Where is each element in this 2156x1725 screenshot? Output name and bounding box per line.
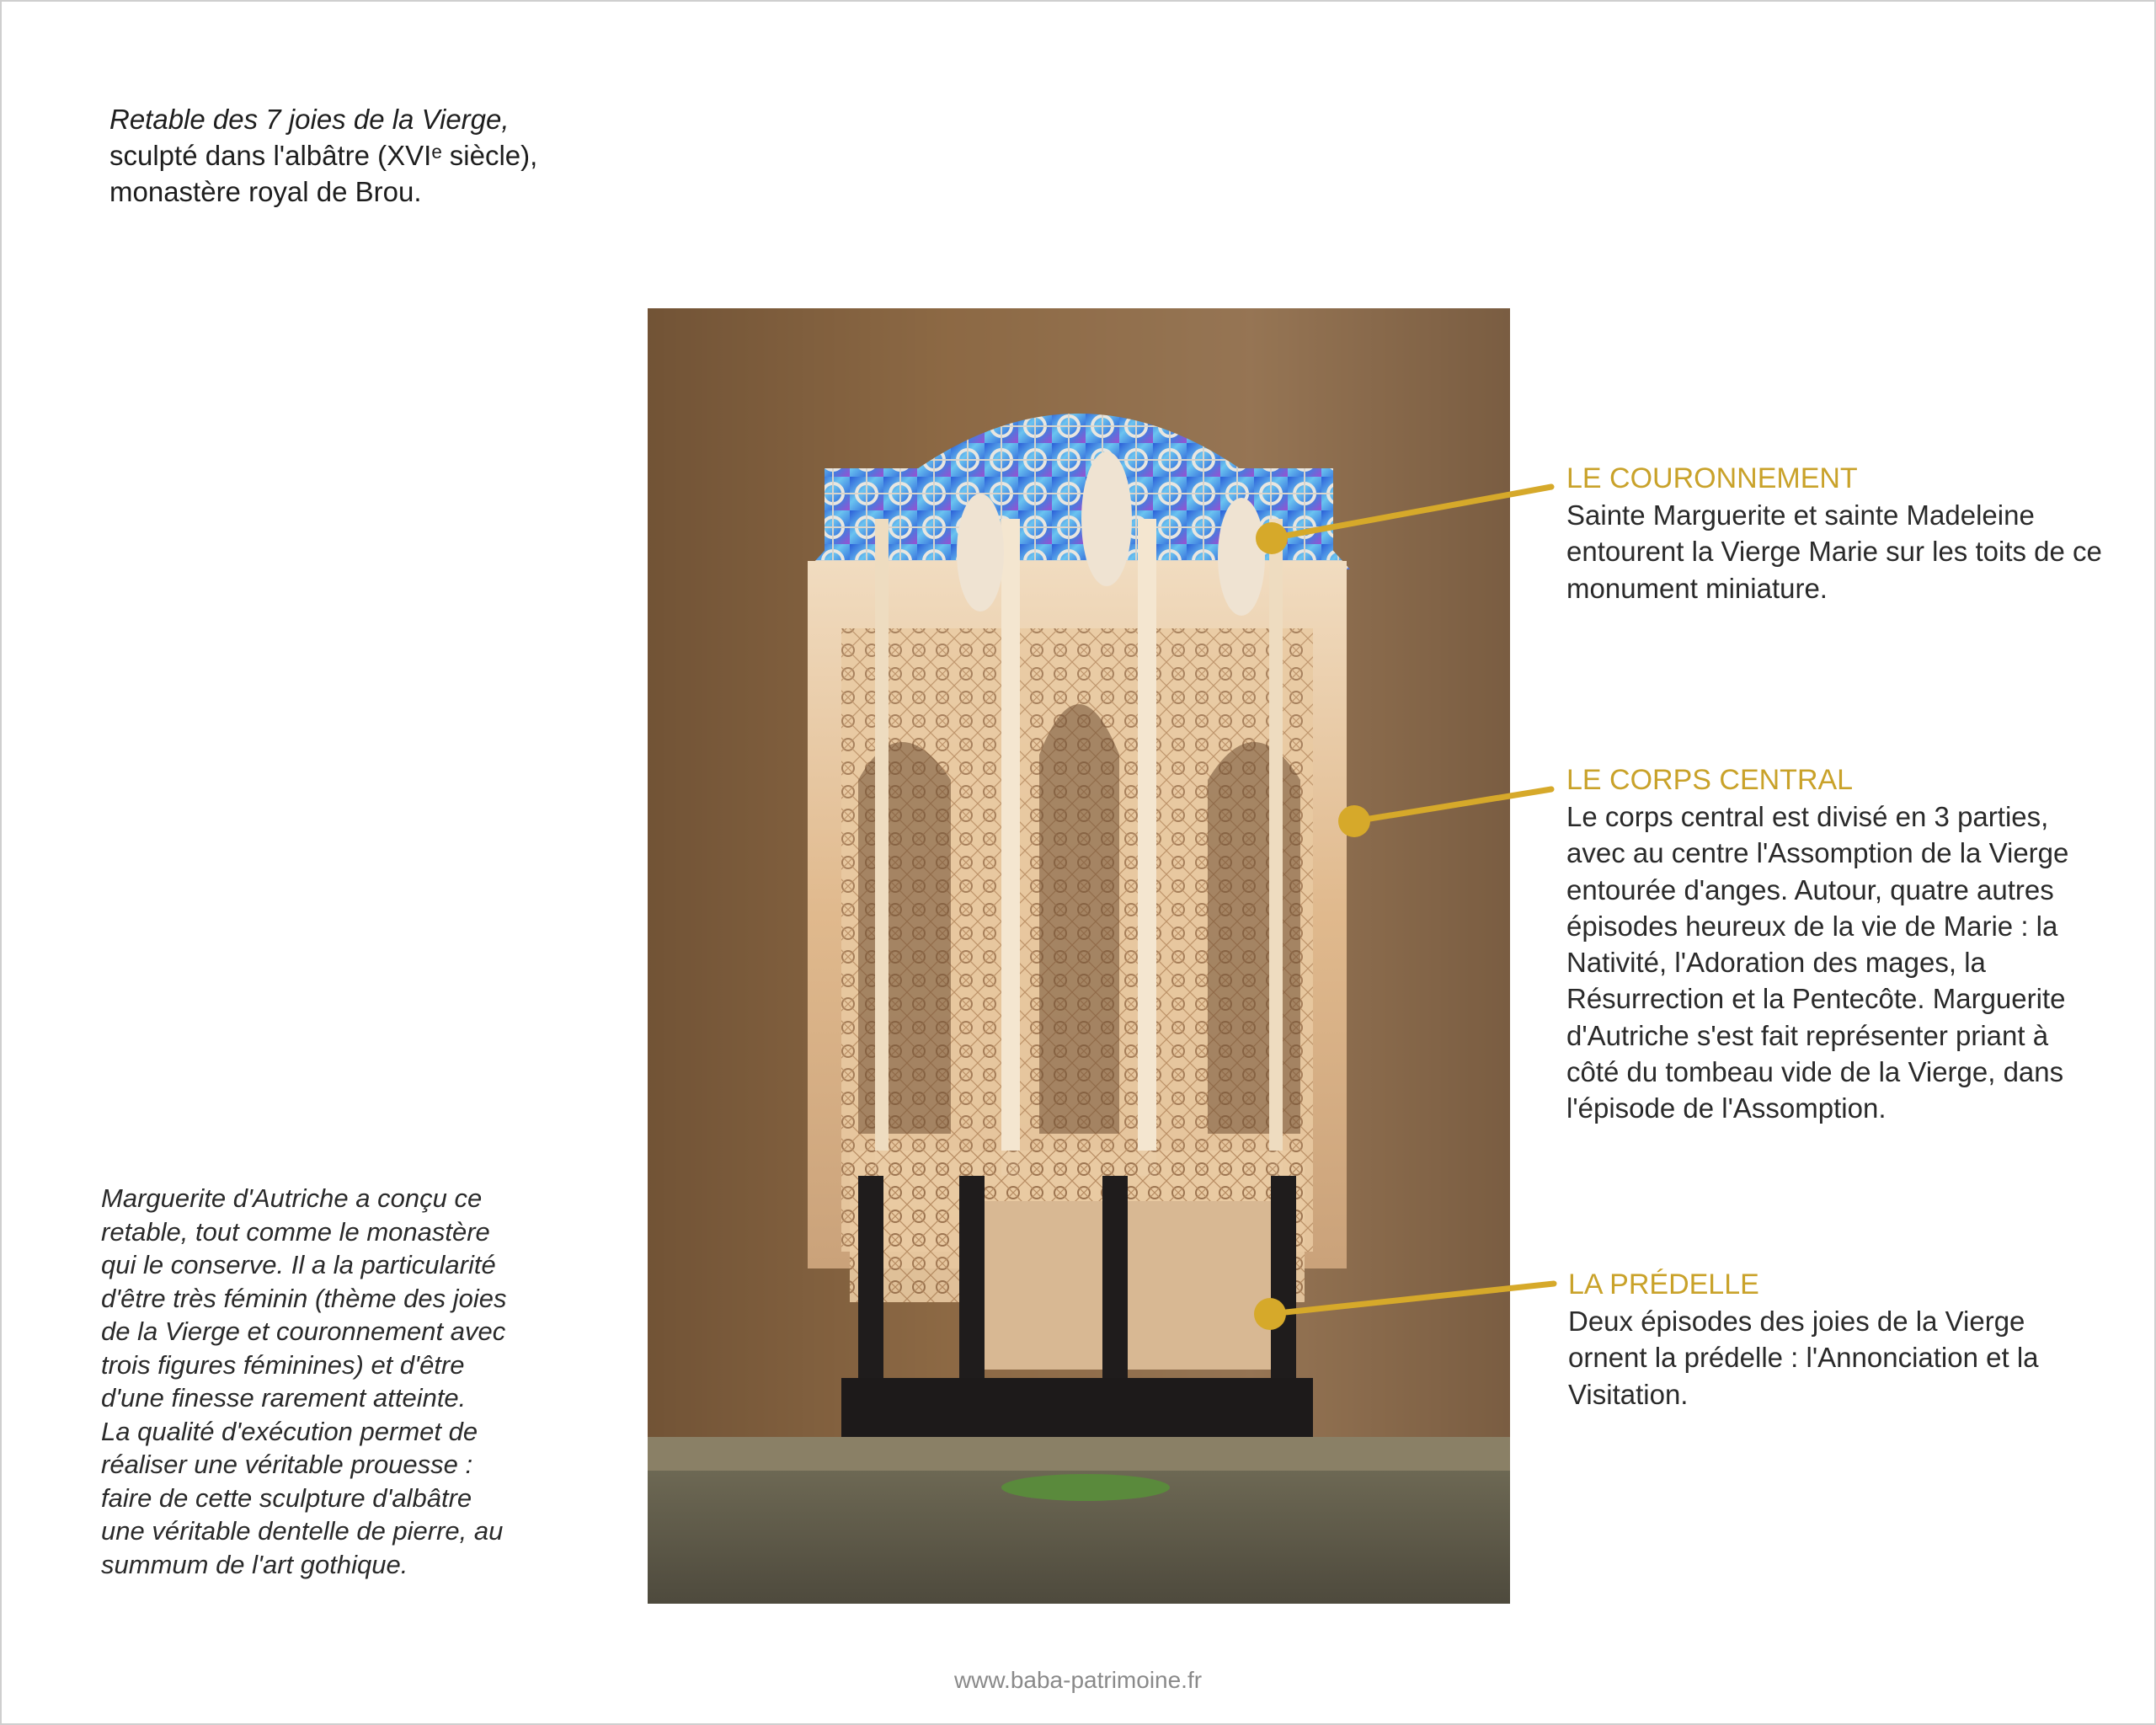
leader-dot-corps-central (1338, 805, 1370, 837)
callout-predelle (1568, 1266, 2107, 1413)
callout-couronnement (1566, 460, 2105, 606)
callout-heading: LE CORPS CENTRAL (1566, 764, 1854, 796)
side-note-paragraph-2: La qualité d'exécution permet de réaliser une véritable prouesse : faire de cette sculpture d'albâtre une véritable dentelle de pierre, au summum de l'art gothique. (101, 1416, 504, 1579)
side-note-paragraph-1: Marguerite d'Autriche a conçu ce retable, tout comme le monastère qui le conserve. Il a la particularité d'être très féminin (thème des joies de la Vierge et couronnement avec trois figures féminines) et d'être d'une finesse rarement atteinte. (101, 1183, 507, 1413)
leader-dot-couronnement (1256, 522, 1288, 554)
title-line-2: sculpté dans l'albâtre (XVIᵉ siècle), (109, 140, 538, 171)
leader-dot-predelle (1254, 1298, 1286, 1330)
leader-line-corps-central (1354, 789, 1551, 821)
callout-text: Le corps central est divisé en 3 parties, avec au centre l'Assomption de la Vierge entourée d'anges. Autour, quatre autres épisodes heureux de la vie de Marie : la Nativité, l'Adoration des mages, la Résurrection et la Pentecôte. Marguerite d'Autriche s'est fait représenter priant à côté du tombeau vide de la Vierge, dans l'épisode de l'Assomption. (1566, 801, 2069, 1124)
callout-text: Sainte Marguerite et sainte Madeleine entourent la Vierge Marie sur les toits de ce monument miniature. (1566, 499, 2102, 604)
leader-line-predelle (1270, 1284, 1554, 1314)
callout-heading: LA PRÉDELLE (1568, 1268, 1759, 1300)
callout-heading: LE COURONNEMENT (1566, 462, 1858, 494)
footer-url: www.baba-patrimoine.fr (953, 1667, 1203, 1693)
title-line-3: monastère royal de Brou. (109, 176, 422, 207)
callout-corps-central (1566, 761, 2105, 1127)
callout-text: Deux épisodes des joies de la Vierge ornent la prédelle : l'Annonciation et la Visitation. (1568, 1306, 2039, 1410)
leader-line-couronnement (1272, 487, 1551, 538)
title-line-1: Retable des 7 joies de la Vierge, (109, 104, 510, 135)
